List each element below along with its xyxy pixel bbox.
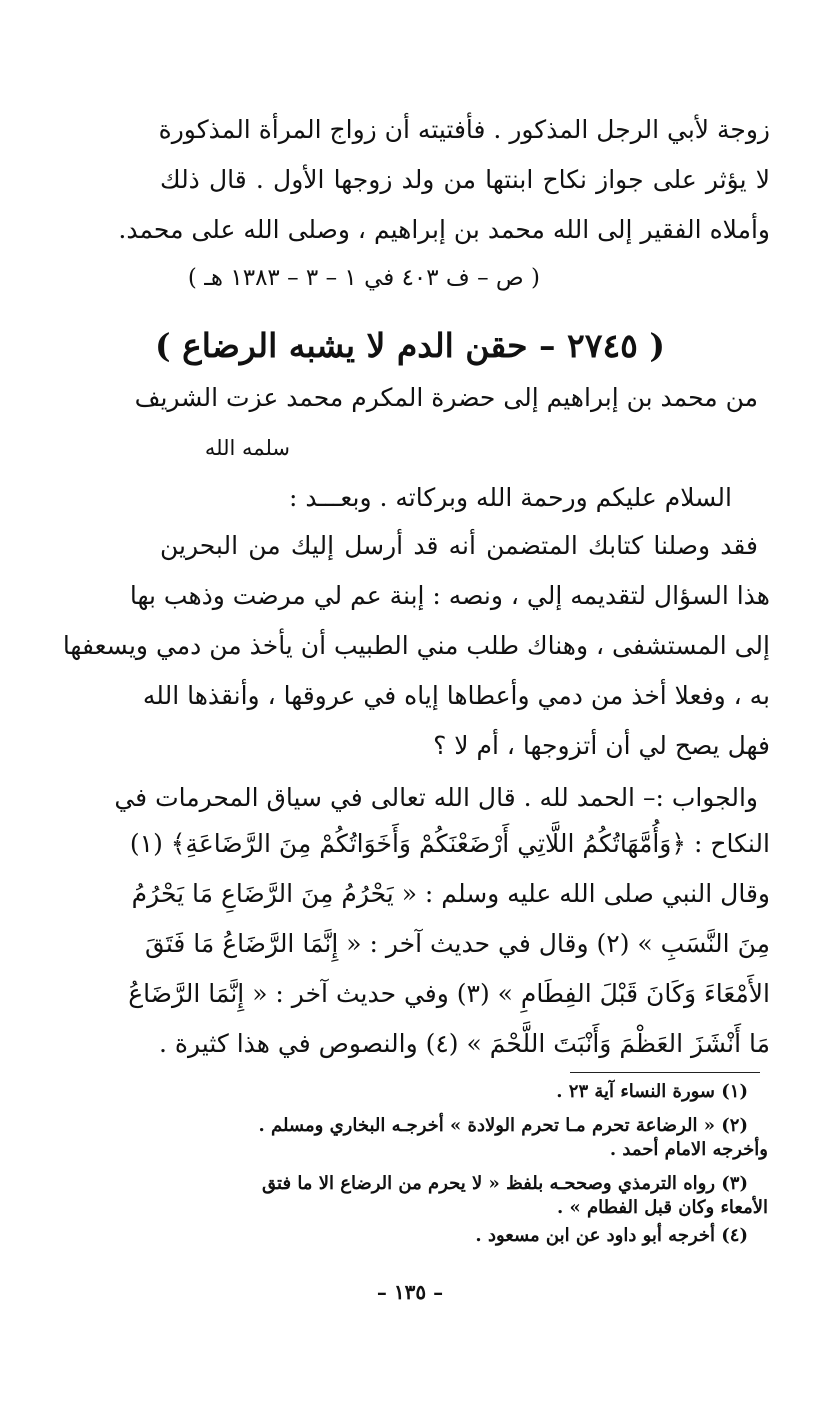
section-title: ( ٢٧٤٥ – حقن الدم لا يشبه الرضاع ) xyxy=(154,326,666,365)
answer-line-3: وقال النبي صلى الله عليه وسلم : « يَحْرُمُ مِنَ الرَّضَاعِ مَا يَحْرُمُ xyxy=(131,879,770,908)
footnote-3: (٣) رواه الترمذي وصححـه بلفظ « لا يحرم من الرضاع الا ما فتق xyxy=(262,1173,748,1194)
answer-line-2: النكاح : ﴿وَأُمَّهَاتُكُمُ اللَّاتِي أَرْضَعْنَكُمْ وَأَخَوَاتُكُمْ مِنَ الرَّضَاعَةِ﴾ (١) xyxy=(129,829,770,858)
page-number: – ١٣٥ – xyxy=(376,1280,444,1304)
answer-line-4: مِنَ النَّسَبِ » (٢) وقال في حديث آخر : « إِنَّمَا الرَّضَاعُ مَا فَتَقَ xyxy=(145,929,770,958)
footnote-1: (١) سورة النساء آية ٢٣ . xyxy=(556,1081,748,1102)
question-line-3: إلى المستشفى ، وهناك طلب مني الطبيب أن يأخذ من دمي ويسعفها xyxy=(62,631,770,660)
top-line-1: زوجة لأبي الرجل المذكور . فأفتيته أن زواج المرأة المذكورة xyxy=(158,115,770,144)
answer-line-1: والجواب :– الحمد لله . قال الله تعالى في سياق المحرمات في xyxy=(114,783,758,812)
address-line-1: من محمد بن إبراهيم إلى حضرة المكرم محمد عزت الشريف xyxy=(134,383,758,412)
footnote-2-continued: وأخرجه الامام أحمد . xyxy=(609,1139,768,1160)
question-line-4: به ، وفعلا أخذ من دمي وأعطاها إياه في عروقها ، وأنقذها الله xyxy=(142,681,770,710)
footnote-separator xyxy=(570,1072,760,1073)
answer-line-6: مَا أَنْشَزَ العَظْمَ وَأَنْبَتَ اللَّحْمَ » (٤) والنصوص في هذا كثيرة . xyxy=(159,1029,770,1058)
top-line-2: لا يؤثر على جواز نكاح ابنتها من ولد زوجها الأول . قال ذلك xyxy=(160,165,770,194)
footnote-4: (٤) أخرجه أبو داود عن ابن مسعود . xyxy=(475,1225,748,1246)
footnote-3-continued: الأمعاء وكان قبل الفطام » . xyxy=(556,1197,768,1218)
footnote-2: (٢) « الرضاعة تحرم مـا تحرم الولادة » أخرجـه البخاري ومسلم . xyxy=(258,1115,748,1136)
greeting: السلام عليكم ورحمة الله وبركاته . وبعـــد : xyxy=(288,483,732,512)
top-line-3: وأملاه الفقير إلى الله محمد بن إبراهيم ، وصلى الله على محمد. xyxy=(118,215,770,244)
address-line-2: سلمه الله xyxy=(204,436,290,460)
answer-line-5: الأَمْعَاءَ وَكَانَ قَبْلَ الفِطَامِ » (٣) وفي حديث آخر : « إِنَّمَا الرَّضَاعُ xyxy=(128,979,770,1008)
question-line-2: هذا السؤال لتقديمه إلي ، ونصه : إبنة عم لي مرضت وذهب بها xyxy=(129,581,770,610)
question-line-1: فقد وصلنا كتابك المتضمن أنه قد أرسل إليك من البحرين xyxy=(160,531,758,560)
fatwa-reference: ( ص – ف ٤٠٣ في ١ – ٣ – ١٣٨٣ هـ ) xyxy=(187,265,540,291)
question-line-5: فهل يصح لي أن أتزوجها ، أم لا ؟ xyxy=(433,731,770,760)
